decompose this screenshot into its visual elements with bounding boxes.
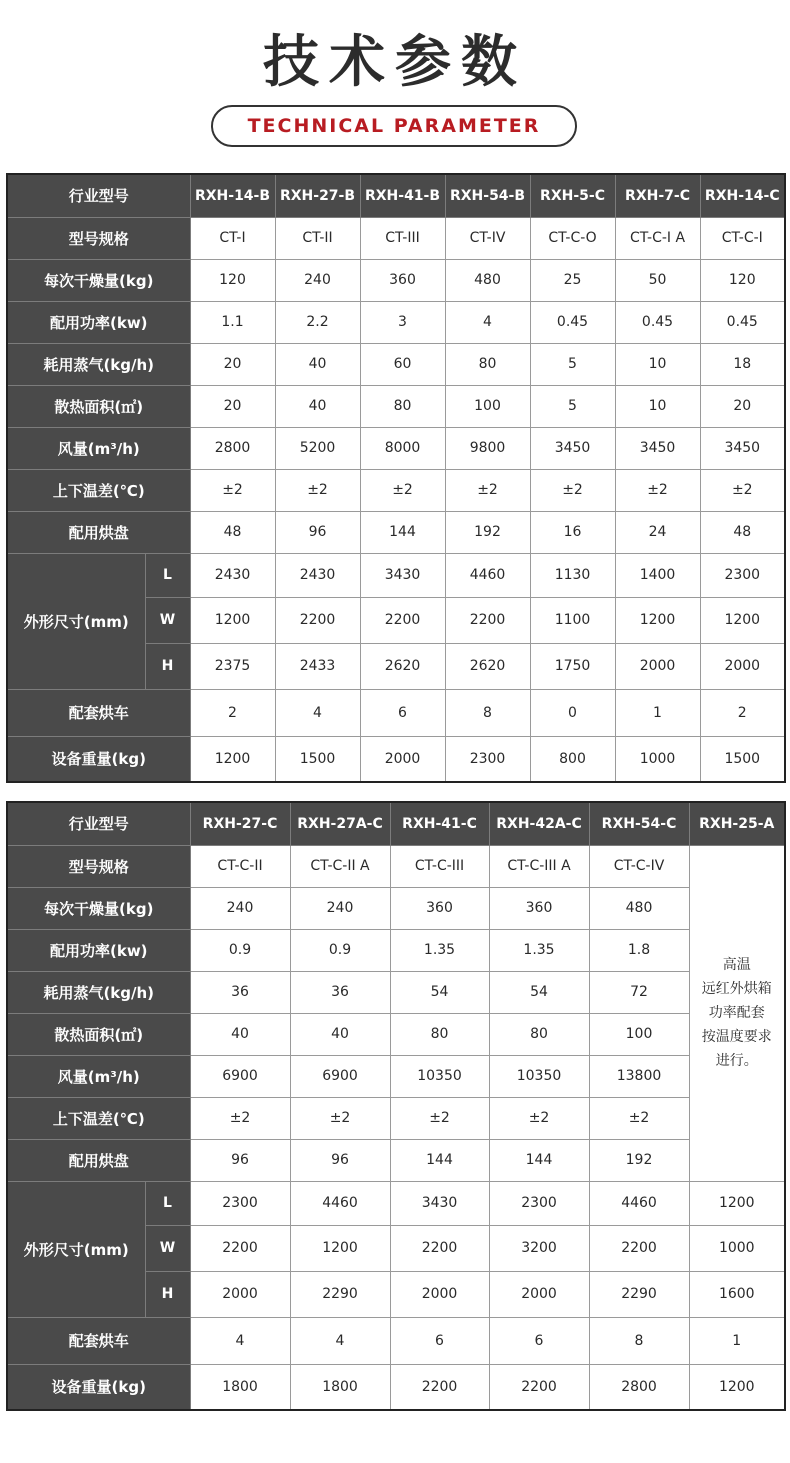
table-cell: 6900 bbox=[190, 1055, 290, 1097]
table-cell: 4 bbox=[275, 689, 360, 736]
label-trays: 配用烘盘 bbox=[7, 1139, 190, 1181]
row-steam bbox=[7, 971, 785, 1013]
table-cell: ±2 bbox=[589, 1097, 689, 1139]
table-cell: 1100 bbox=[530, 597, 615, 643]
table-cell: 1200 bbox=[700, 597, 785, 643]
table-cell: 6 bbox=[390, 1317, 489, 1364]
table-cell: ±2 bbox=[530, 469, 615, 511]
label-dim-w: W bbox=[145, 597, 190, 643]
subtitle-text: TECHNICAL PARAMETER bbox=[247, 115, 541, 137]
table-cell: 2430 bbox=[190, 553, 275, 597]
label-spec: 型号规格 bbox=[7, 845, 190, 887]
table-cell: 2200 bbox=[190, 1225, 290, 1271]
table-cell: 0 bbox=[530, 689, 615, 736]
table-cell: 8000 bbox=[360, 427, 445, 469]
note-line: 高温 bbox=[722, 957, 751, 973]
table-cell: 240 bbox=[190, 887, 290, 929]
table-cell: 40 bbox=[275, 385, 360, 427]
table-cell: 0.45 bbox=[530, 301, 615, 343]
model-header: RXH-25-A bbox=[689, 802, 785, 845]
table-cell: 40 bbox=[290, 1013, 390, 1055]
table-cell: 80 bbox=[390, 1013, 489, 1055]
table-cell: 54 bbox=[489, 971, 589, 1013]
table-cell: 80 bbox=[445, 343, 530, 385]
label-area: 散热面积(㎡) bbox=[7, 385, 190, 427]
table-cell: 1.35 bbox=[489, 929, 589, 971]
note-line: 按温度要求 bbox=[701, 1029, 772, 1045]
table-cell: 1200 bbox=[290, 1225, 390, 1271]
label-area: 散热面积(㎡) bbox=[7, 1013, 190, 1055]
table-cell: 36 bbox=[190, 971, 290, 1013]
table-cell: 96 bbox=[290, 1139, 390, 1181]
row-temp bbox=[7, 469, 785, 511]
label-airflow: 风量(m³/h) bbox=[7, 427, 190, 469]
table-cell: 2000 bbox=[360, 736, 445, 782]
table-cell: 96 bbox=[275, 511, 360, 553]
model-header: RXH-14-C bbox=[700, 174, 785, 217]
table-cell: ±2 bbox=[360, 469, 445, 511]
table-cell: 20 bbox=[190, 385, 275, 427]
table-cell: 1130 bbox=[530, 553, 615, 597]
label-temp: 上下温差(℃) bbox=[7, 1097, 190, 1139]
table-cell: 4 bbox=[445, 301, 530, 343]
label-airflow: 风量(m³/h) bbox=[7, 1055, 190, 1097]
row-trays bbox=[7, 1139, 785, 1181]
model-header: RXH-27A-C bbox=[290, 802, 390, 845]
table-cell: 3200 bbox=[489, 1225, 589, 1271]
table-cell: 240 bbox=[275, 259, 360, 301]
table-cell: 360 bbox=[390, 887, 489, 929]
row-area bbox=[7, 1013, 785, 1055]
table-cell: CT-IV bbox=[445, 217, 530, 259]
table-cell: 1600 bbox=[689, 1271, 785, 1317]
table-cell: 0.45 bbox=[615, 301, 700, 343]
table-cell: ±2 bbox=[190, 1097, 290, 1139]
table-cell: 1000 bbox=[615, 736, 700, 782]
page-title: 技术参数 bbox=[263, 30, 527, 95]
label-dims: 外形尺寸(mm) bbox=[7, 1181, 145, 1317]
table-cell: 10 bbox=[615, 343, 700, 385]
table-cell: 1750 bbox=[530, 643, 615, 689]
table-cell: 96 bbox=[190, 1139, 290, 1181]
label-dim-h: H bbox=[145, 1271, 190, 1317]
table-cell: 192 bbox=[589, 1139, 689, 1181]
table-cell: ±2 bbox=[275, 469, 360, 511]
table-cell: 1400 bbox=[615, 553, 700, 597]
table-cell: 2300 bbox=[489, 1181, 589, 1225]
table-cell: 8 bbox=[445, 689, 530, 736]
table-cell: 2200 bbox=[390, 1225, 489, 1271]
table-cell: 50 bbox=[615, 259, 700, 301]
table-cell: 1800 bbox=[290, 1364, 390, 1410]
table-cell: 1200 bbox=[689, 1364, 785, 1410]
row-spec bbox=[7, 845, 785, 887]
table-cell: 1.35 bbox=[390, 929, 489, 971]
table-cell: 360 bbox=[489, 887, 589, 929]
model-header: RXH-27-C bbox=[190, 802, 290, 845]
model-header: RXH-5-C bbox=[530, 174, 615, 217]
row-dim-l bbox=[7, 553, 785, 597]
table-cell: 1500 bbox=[275, 736, 360, 782]
table-cell: 1200 bbox=[190, 597, 275, 643]
table-cell: 3450 bbox=[615, 427, 700, 469]
row-steam bbox=[7, 343, 785, 385]
table-cell: 5 bbox=[530, 385, 615, 427]
table-cell: 48 bbox=[190, 511, 275, 553]
label-dim-h: H bbox=[145, 643, 190, 689]
table-cell: 24 bbox=[615, 511, 700, 553]
table-cell: 144 bbox=[360, 511, 445, 553]
table-cell: 144 bbox=[489, 1139, 589, 1181]
table-cell: 120 bbox=[190, 259, 275, 301]
table-cell: 1 bbox=[689, 1317, 785, 1364]
table-cell: ±2 bbox=[290, 1097, 390, 1139]
table-cell: 2000 bbox=[700, 643, 785, 689]
table-cell: 1500 bbox=[700, 736, 785, 782]
note-line: 功率配套 bbox=[708, 1005, 765, 1021]
row-model bbox=[7, 174, 785, 217]
model-header: RXH-14-B bbox=[190, 174, 275, 217]
table-cell: 120 bbox=[700, 259, 785, 301]
table-cell: 9800 bbox=[445, 427, 530, 469]
table-cell: 2000 bbox=[615, 643, 700, 689]
table-cell: 13800 bbox=[589, 1055, 689, 1097]
table-cell: 10350 bbox=[489, 1055, 589, 1097]
table-cell: 2433 bbox=[275, 643, 360, 689]
table-cell: 1200 bbox=[689, 1181, 785, 1225]
note-line: 远红外烘箱 bbox=[701, 981, 772, 997]
parameter-table-1 bbox=[6, 173, 786, 783]
table-cell: CT-C-IV bbox=[589, 845, 689, 887]
table-cell: 16 bbox=[530, 511, 615, 553]
label-spec: 型号规格 bbox=[7, 217, 190, 259]
table-cell: 40 bbox=[190, 1013, 290, 1055]
table-cell: 2200 bbox=[275, 597, 360, 643]
table-cell: 4460 bbox=[589, 1181, 689, 1225]
table-cell: 8 bbox=[589, 1317, 689, 1364]
label-dim-l: L bbox=[145, 553, 190, 597]
table-cell: 6 bbox=[489, 1317, 589, 1364]
table-cell: 240 bbox=[290, 887, 390, 929]
high-temp-note bbox=[689, 845, 785, 1181]
table-cell: 0.9 bbox=[190, 929, 290, 971]
model-header: RXH-41-C bbox=[390, 802, 489, 845]
label-trays: 配用烘盘 bbox=[7, 511, 190, 553]
table-cell: 6 bbox=[360, 689, 445, 736]
table-cell: 2800 bbox=[589, 1364, 689, 1410]
table-cell: 480 bbox=[589, 887, 689, 929]
table-cell: 2000 bbox=[489, 1271, 589, 1317]
table-cell: CT-C-III bbox=[390, 845, 489, 887]
table-cell: 2 bbox=[700, 689, 785, 736]
table-cell: 800 bbox=[530, 736, 615, 782]
table-cell: CT-C-I A bbox=[615, 217, 700, 259]
label-power: 配用功率(kw) bbox=[7, 301, 190, 343]
table-cell: 480 bbox=[445, 259, 530, 301]
table-cell: 360 bbox=[360, 259, 445, 301]
row-weight bbox=[7, 1364, 785, 1410]
table-cell: ±2 bbox=[390, 1097, 489, 1139]
table-cell: 1.8 bbox=[589, 929, 689, 971]
table-cell: 60 bbox=[360, 343, 445, 385]
label-carts: 配套烘车 bbox=[7, 1317, 190, 1364]
table-cell: 0.45 bbox=[700, 301, 785, 343]
table-cell: 1800 bbox=[190, 1364, 290, 1410]
table-cell: 40 bbox=[275, 343, 360, 385]
model-header: RXH-41-B bbox=[360, 174, 445, 217]
table-cell: ±2 bbox=[700, 469, 785, 511]
table-cell: 100 bbox=[589, 1013, 689, 1055]
table-cell: 1.1 bbox=[190, 301, 275, 343]
table-cell: 1200 bbox=[615, 597, 700, 643]
table-cell: 192 bbox=[445, 511, 530, 553]
row-area bbox=[7, 385, 785, 427]
table-cell: 5200 bbox=[275, 427, 360, 469]
table-cell: CT-C-II A bbox=[290, 845, 390, 887]
table-cell: 1000 bbox=[689, 1225, 785, 1271]
model-header: RXH-54-B bbox=[445, 174, 530, 217]
table-cell: 2200 bbox=[445, 597, 530, 643]
label-steam: 耗用蒸气(kg/h) bbox=[7, 971, 190, 1013]
label-weight: 设备重量(kg) bbox=[7, 1364, 190, 1410]
row-capacity bbox=[7, 259, 785, 301]
table-cell: ±2 bbox=[615, 469, 700, 511]
table-cell: CT-I bbox=[190, 217, 275, 259]
subtitle-badge bbox=[211, 105, 577, 147]
row-power bbox=[7, 929, 785, 971]
table-cell: 2000 bbox=[390, 1271, 489, 1317]
label-capacity: 每次干燥量(kg) bbox=[7, 259, 190, 301]
table-cell: ±2 bbox=[489, 1097, 589, 1139]
table-cell: 10350 bbox=[390, 1055, 489, 1097]
label-capacity: 每次干燥量(kg) bbox=[7, 887, 190, 929]
table-cell: 2290 bbox=[290, 1271, 390, 1317]
table-cell: CT-C-I bbox=[700, 217, 785, 259]
table-cell: 4 bbox=[190, 1317, 290, 1364]
label-weight: 设备重量(kg) bbox=[7, 736, 190, 782]
table-cell: 4460 bbox=[445, 553, 530, 597]
row-airflow bbox=[7, 427, 785, 469]
table-cell: 2200 bbox=[390, 1364, 489, 1410]
table-cell: 5 bbox=[530, 343, 615, 385]
model-header: RXH-7-C bbox=[615, 174, 700, 217]
table-cell: 2300 bbox=[445, 736, 530, 782]
table-cell: 2000 bbox=[190, 1271, 290, 1317]
table-cell: 2430 bbox=[275, 553, 360, 597]
table-cell: 2200 bbox=[360, 597, 445, 643]
table-cell: 2800 bbox=[190, 427, 275, 469]
table-cell: 2200 bbox=[489, 1364, 589, 1410]
row-temp bbox=[7, 1097, 785, 1139]
row-capacity bbox=[7, 887, 785, 929]
table-cell: 144 bbox=[390, 1139, 489, 1181]
table-cell: CT-C-II bbox=[190, 845, 290, 887]
table-cell: 0.9 bbox=[290, 929, 390, 971]
label-model: 行业型号 bbox=[7, 802, 190, 845]
row-carts bbox=[7, 1317, 785, 1364]
table-cell: 48 bbox=[700, 511, 785, 553]
table-cell: 3450 bbox=[530, 427, 615, 469]
table-cell: 4460 bbox=[290, 1181, 390, 1225]
label-temp: 上下温差(℃) bbox=[7, 469, 190, 511]
table-cell: 18 bbox=[700, 343, 785, 385]
table-cell: 1 bbox=[615, 689, 700, 736]
row-power bbox=[7, 301, 785, 343]
table-cell: CT-III bbox=[360, 217, 445, 259]
table-cell: 2290 bbox=[589, 1271, 689, 1317]
model-header: RXH-27-B bbox=[275, 174, 360, 217]
table-cell: 2300 bbox=[700, 553, 785, 597]
row-weight bbox=[7, 736, 785, 782]
table-cell: 80 bbox=[489, 1013, 589, 1055]
table-cell: 3430 bbox=[390, 1181, 489, 1225]
row-model bbox=[7, 802, 785, 845]
table-cell: ±2 bbox=[190, 469, 275, 511]
table-cell: CT-C-III A bbox=[489, 845, 589, 887]
row-spec bbox=[7, 217, 785, 259]
table-cell: 54 bbox=[390, 971, 489, 1013]
table-cell: 20 bbox=[190, 343, 275, 385]
table-cell: 3430 bbox=[360, 553, 445, 597]
table-cell: CT-II bbox=[275, 217, 360, 259]
table-cell: 1200 bbox=[190, 736, 275, 782]
model-header: RXH-42A-C bbox=[489, 802, 589, 845]
row-trays bbox=[7, 511, 785, 553]
table-cell: 10 bbox=[615, 385, 700, 427]
table-cell: ±2 bbox=[445, 469, 530, 511]
table-cell: 3 bbox=[360, 301, 445, 343]
label-dim-w: W bbox=[145, 1225, 190, 1271]
label-dim-l: L bbox=[145, 1181, 190, 1225]
table-cell: 6900 bbox=[290, 1055, 390, 1097]
table-cell: 2.2 bbox=[275, 301, 360, 343]
label-carts: 配套烘车 bbox=[7, 689, 190, 736]
table-cell: 100 bbox=[445, 385, 530, 427]
label-model: 行业型号 bbox=[7, 174, 190, 217]
table-cell: CT-C-O bbox=[530, 217, 615, 259]
table-cell: 20 bbox=[700, 385, 785, 427]
table-cell: 36 bbox=[290, 971, 390, 1013]
table-cell: 2375 bbox=[190, 643, 275, 689]
table-cell: 2 bbox=[190, 689, 275, 736]
label-power: 配用功率(kw) bbox=[7, 929, 190, 971]
table-cell: 4 bbox=[290, 1317, 390, 1364]
table-cell: 25 bbox=[530, 259, 615, 301]
table-cell: 2300 bbox=[190, 1181, 290, 1225]
table-cell: 80 bbox=[360, 385, 445, 427]
table-cell: 72 bbox=[589, 971, 689, 1013]
label-steam: 耗用蒸气(kg/h) bbox=[7, 343, 190, 385]
note-line: 进行。 bbox=[715, 1053, 758, 1069]
parameter-table-2 bbox=[6, 801, 786, 1411]
table-cell: 3450 bbox=[700, 427, 785, 469]
table-cell: 2620 bbox=[360, 643, 445, 689]
label-dims: 外形尺寸(mm) bbox=[7, 553, 145, 689]
row-airflow bbox=[7, 1055, 785, 1097]
row-carts bbox=[7, 689, 785, 736]
row-dim-l bbox=[7, 1181, 785, 1225]
table-cell: 2620 bbox=[445, 643, 530, 689]
table-cell: 2200 bbox=[589, 1225, 689, 1271]
model-header: RXH-54-C bbox=[589, 802, 689, 845]
